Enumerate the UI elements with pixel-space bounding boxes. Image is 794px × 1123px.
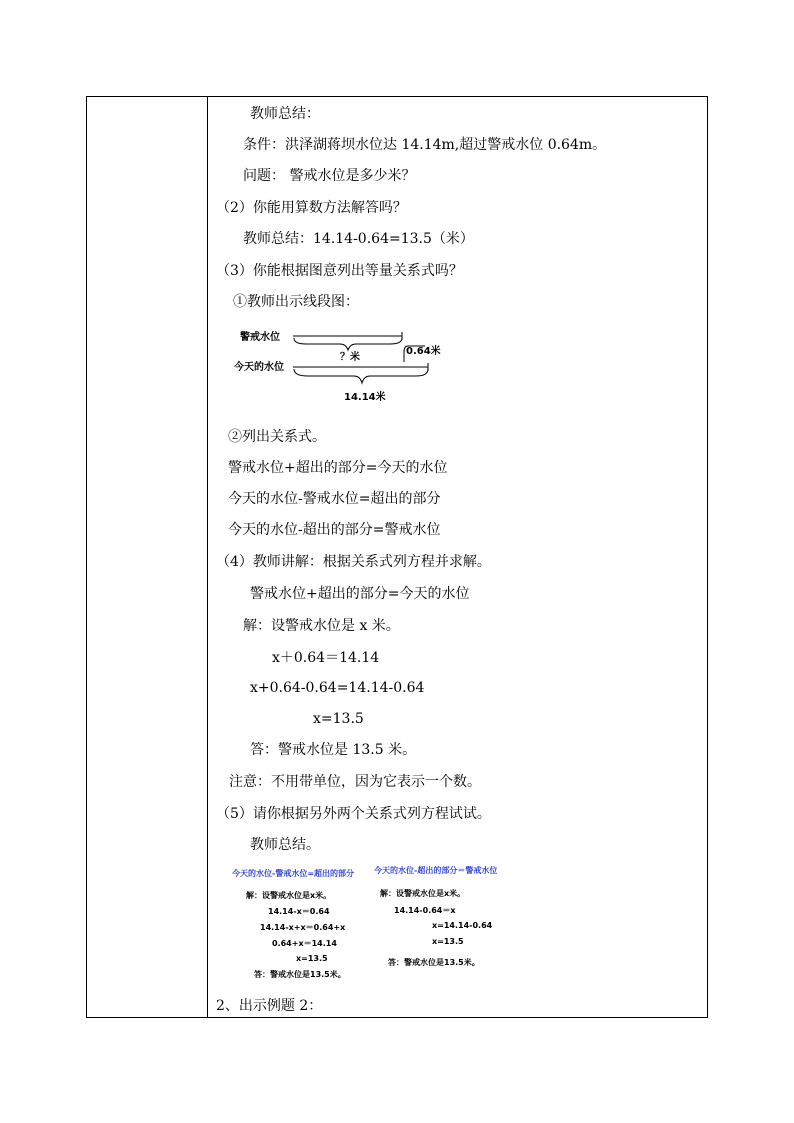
solution-left-step: x=13.5 (296, 954, 328, 963)
label-total-1414: 14.14米 (344, 392, 386, 403)
equation-relation: 警戒水位+超出的部分=今天的水位 (250, 586, 470, 602)
solution-right-step: x=13.5 (432, 937, 464, 946)
label-unknown-meters: ？米 (340, 352, 360, 363)
solution-left-title: 今天的水位-警戒水位=超出的部分 (232, 869, 355, 878)
step-3-question: （3）你能根据图意列出等量关系式吗？ (216, 263, 463, 279)
solution-right-title: 今天的水位-超出的部分＝警戒水位 (374, 866, 498, 875)
solution-right-step: 14.14-0.64＝x (394, 906, 456, 915)
teacher-summary-final: 教师总结。 (250, 837, 320, 853)
question-text: 问题： 警戒水位是多少米？ (243, 168, 416, 184)
solution-right-step: 解：设警戒水位是x米。 (380, 889, 466, 898)
step-2-question: （2）你能用算数方法解答吗？ (216, 200, 407, 216)
solution-left-step: 14.14-x＝0.64 (268, 907, 330, 916)
solution-let-x: 解：设警戒水位是 x 米。 (243, 618, 400, 634)
example-2-heading: 2、出示例题 2： (216, 998, 323, 1014)
line-segment-diagram (228, 322, 448, 408)
label-warning-level: 警戒水位 (240, 332, 280, 343)
solution-left-step: 14.14-x+x＝0.64+x (260, 923, 346, 932)
answer-text: 答：警戒水位是 13.5 米。 (250, 742, 417, 758)
relation-2: 今天的水位-警戒水位=超出的部分 (228, 491, 441, 507)
relation-3: 今天的水位-超出的部分=警戒水位 (228, 522, 441, 538)
note-text: 注意：不用带单位，因为它表示一个数。 (229, 774, 481, 790)
condition-text: 条件：洪泽湖蒋坝水位达 14.14m,超过警戒水位 0.64m。 (243, 137, 607, 153)
equation-result: x=13.5 (313, 711, 364, 727)
equation-step-1: x＋0.64＝14.14 (272, 650, 380, 666)
line-diagram-intro: ①教师出示线段图： (233, 294, 359, 310)
relation-1: 警戒水位+超出的部分=今天的水位 (228, 460, 448, 476)
step-5-question: （5）请你根据另外两个关系式列方程试试。 (216, 806, 491, 822)
solution-left-step: 0.64+x＝14.14 (272, 939, 337, 948)
column-divider (207, 97, 208, 1017)
arithmetic-summary: 教师总结：14.14-0.64=13.5（米） (243, 231, 474, 247)
teacher-summary-heading: 教师总结： (250, 106, 320, 122)
equation-step-2: x+0.64-0.64=14.14-0.64 (250, 680, 425, 696)
solution-left-step: 解：设警戒水位是x米。 (246, 891, 332, 900)
step-4-explanation: （4）教师讲解：根据关系式列方程并求解。 (216, 554, 491, 570)
solution-right-step: x=14.14-0.64 (432, 921, 493, 930)
label-today-level: 今天的水位 (234, 362, 284, 373)
solution-left-answer: 答：警戒水位是13.5米。 (254, 970, 346, 979)
label-excess-064: 0.64米 (406, 346, 441, 357)
list-relations-heading: ②列出关系式。 (228, 429, 326, 445)
solution-right-answer: 答：警戒水位是13.5米。 (388, 958, 480, 967)
